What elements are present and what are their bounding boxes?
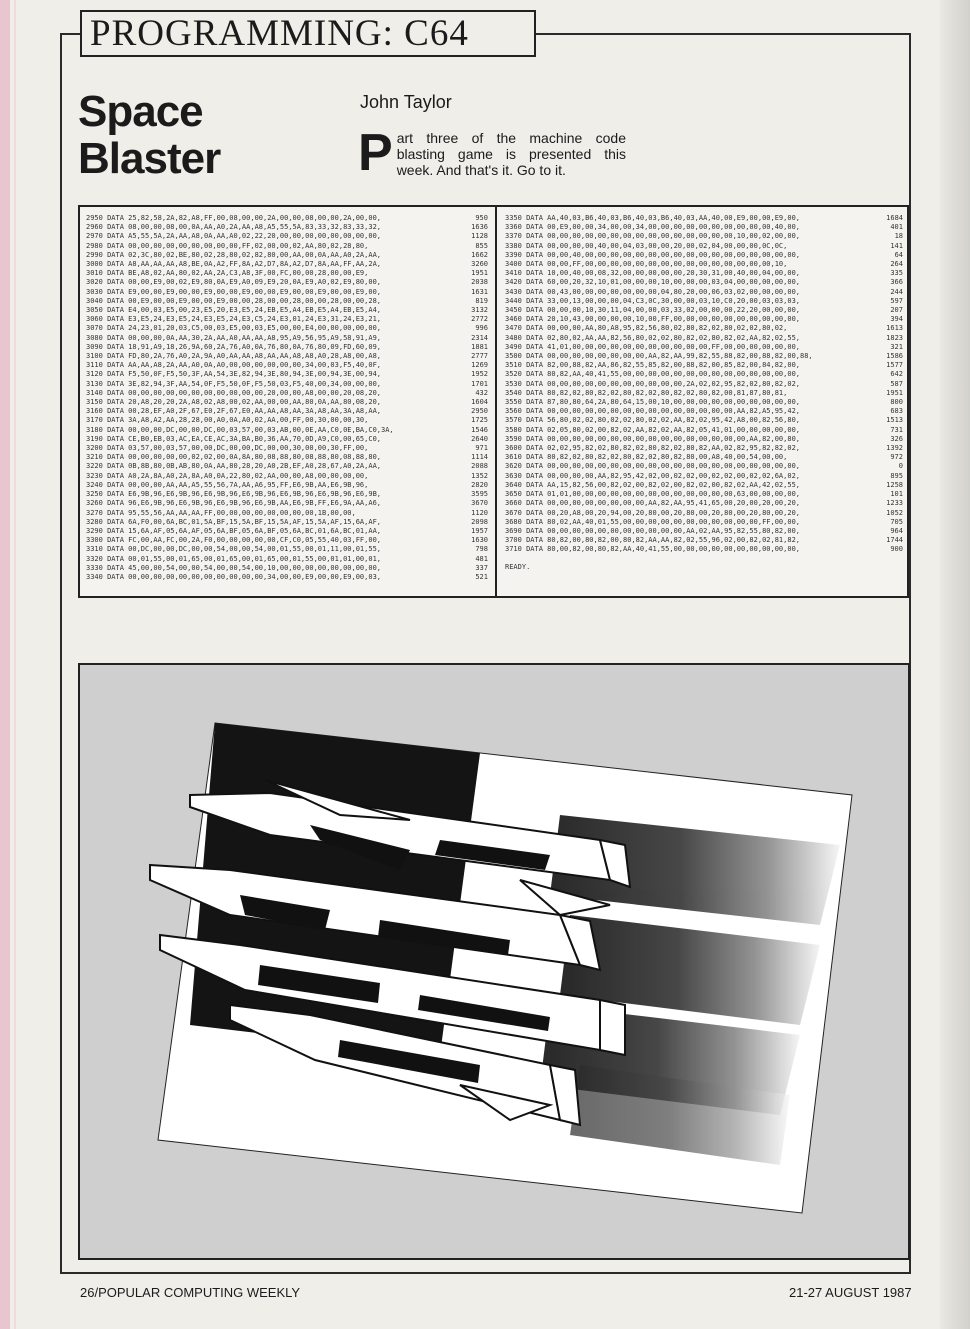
- listing-line-code: 3580 DATA 02,05,80,02,00,82,02,AA,82,02,AA,82,05,41,01,00,00,00,00,00,: [505, 425, 801, 434]
- listing-line-checksum: 1630: [471, 536, 488, 545]
- listing-line-checksum: 2088: [471, 462, 488, 471]
- listing-line: [505, 334, 903, 343]
- drop-cap: P: [358, 124, 393, 182]
- listing-line: [86, 288, 488, 297]
- listing-line: [86, 269, 488, 278]
- listing-line-code: 3520 DATA 80,82,AA,40,41,55,00,00,00,00,00,00,00,00,00,00,00,00,00,00,: [505, 370, 801, 379]
- intro-paragraph: [358, 124, 626, 182]
- listing-line-checksum: 401: [890, 223, 903, 232]
- listing-line-code: 3400 DATA 00,00,FF,00,00,00,00,00,00,00,00,00,00,00,00,00,00,00,10,: [505, 260, 788, 269]
- listing-line: [86, 453, 488, 462]
- listing-line-code: 3010 DATA BE,A8,02,AA,80,02,AA,2A,C3,A8,3F,00,FC,00,00,28,00,00,E9,: [86, 269, 369, 278]
- listing-line-code: 3700 DATA 80,82,00,80,82,00,80,82,AA,AA,82,02,55,96,02,00,82,02,81,82,: [505, 536, 801, 545]
- listing-line-checksum: 264: [890, 260, 903, 269]
- listing-line-checksum: 1269: [471, 361, 488, 370]
- listing-line-checksum: 101: [890, 490, 903, 499]
- listing-line-checksum: 0: [898, 462, 903, 471]
- listing-line-code: 3150 DATA 20,A8,20,20,2A,A8,02,A8,00,02,AA,00,00,AA,80,0A,AA,80,08,20,: [86, 398, 382, 407]
- article-title-line2: Blaster: [78, 134, 221, 183]
- listing-line-code: 3390 DATA 00,00,40,00,00,00,00,00,00,00,00,00,00,00,00,00,00,00,00,00,: [505, 250, 801, 259]
- listing-line: [86, 490, 488, 499]
- listing-line-code: 3460 DATA 20,10,43,00,00,00,00,10,00,FF,00,00,00,00,00,00,00,00,00,00,: [505, 315, 801, 324]
- listing-line-checksum: 1701: [471, 379, 488, 388]
- rocket-illustration-svg: [80, 665, 908, 1258]
- listing-line-checksum: 683: [890, 407, 903, 416]
- listing-line: [505, 223, 903, 232]
- listing-line-checksum: 2772: [471, 315, 488, 324]
- listing-line-code: 3590 DATA 00,00,00,00,00,00,00,00,00,00,00,00,00,00,00,00,AA,82,00,80,: [505, 434, 801, 443]
- intro-text: art three of the machine code blasting game is presented this week. And that's it. Go to it.: [396, 130, 626, 178]
- listing-line: [505, 527, 903, 536]
- listing-line-code: 3060 DATA E3,E5,24,E3,E5,24,E3,E5,24,E3,C5,24,E3,01,24,E3,31,24,E3,21,: [86, 315, 382, 324]
- listing-line: [86, 361, 488, 370]
- listing-line: [505, 361, 903, 370]
- article-title: [78, 88, 220, 182]
- listing-line-checksum: 950: [475, 214, 488, 222]
- listing-line-checksum: 1114: [471, 453, 488, 462]
- listing-line: [86, 260, 488, 269]
- listing-line-checksum: 1120: [471, 508, 488, 517]
- listing-line-code: 3680 DATA 80,02,AA,40,01,55,00,00,00,00,00,00,00,00,00,00,00,FF,00,00,: [505, 517, 801, 526]
- listing-line: [86, 462, 488, 471]
- listing-line-code: 3040 DATA 00,E9,00,00,E9,00,00,E9,00,00,28,00,00,28,00,00,28,00,00,28,: [86, 296, 382, 305]
- listing-line: [86, 242, 488, 251]
- listing-line: [86, 444, 488, 453]
- listing-line-checksum: 705: [890, 517, 903, 526]
- listing-line-checksum: 64: [894, 250, 903, 259]
- listing-line: [505, 444, 903, 453]
- listing-line-checksum: 642: [890, 370, 903, 379]
- listing-line-checksum: 1881: [471, 342, 488, 351]
- listing-line: [505, 389, 903, 398]
- listing-line-checksum: 1513: [886, 416, 903, 425]
- listing-line-checksum: 2950: [471, 407, 488, 416]
- listing-line-checksum: 819: [475, 296, 488, 305]
- code-listing: [78, 205, 909, 598]
- page-shadow-edge: [940, 0, 970, 1329]
- listing-line: [505, 251, 903, 260]
- listing-line-code: 3370 DATA 00,00,00,00,00,00,00,00,00,00,00,00,00,00,00,10,00,02,00,00,: [505, 232, 801, 241]
- listing-line-code: 3710 DATA 80,00,82,00,80,82,AA,40,41,55,00,00,00,00,00,00,00,00,00,00,: [505, 545, 801, 554]
- listing-line-checksum: 900: [890, 545, 903, 554]
- listing-line: [86, 555, 488, 564]
- listing-line: [505, 407, 903, 416]
- listing-line-checksum: 1128: [471, 232, 488, 241]
- listing-line-checksum: 326: [890, 434, 903, 443]
- listing-line-checksum: 3132: [471, 306, 488, 315]
- listing-line-checksum: 855: [475, 241, 488, 250]
- listing-line-code: 3280 DATA 6A,F0,00,6A,BC,01,5A,BF,15,5A,BF,15,5A,AF,15,5A,AF,15,6A,AF,: [86, 517, 382, 526]
- ready-prompt: READY.: [505, 562, 531, 571]
- listing-line-code: 3200 DATA 03,57,00,03,57,00,00,DC,00,00,DC,00,00,30,00,00,30,FF,00,: [86, 444, 369, 453]
- listing-line-checksum: 1957: [471, 526, 488, 535]
- listing-line-checksum: 1951: [471, 269, 488, 278]
- listing-line: [86, 545, 488, 554]
- listing-line-checksum: 2038: [471, 278, 488, 287]
- listing-line-checksum: 1392: [886, 444, 903, 453]
- listing-line: [505, 269, 903, 278]
- listing-line: [86, 223, 488, 232]
- listing-line: [505, 416, 903, 425]
- listing-line-code: 3630 DATA 00,00,00,00,AA,82,95,42,02,00,02,02,00,02,02,00,02,02,6A,02,: [505, 471, 801, 480]
- listing-line: [86, 435, 488, 444]
- listing-line-code: 3230 DATA A0,2A,8A,A0,2A,8A,A0,0A,22,80,02,AA,00,00,A8,00,00,00,00,: [86, 471, 369, 480]
- listing-left-column: [86, 214, 488, 582]
- listing-line-code: 3550 DATA 87,80,80,64,2A,80,64,15,00,10,00,00,00,00,00,00,00,00,00,00,: [505, 398, 801, 407]
- footer-rule: [60, 1272, 911, 1274]
- listing-line-checksum: 1631: [471, 287, 488, 296]
- listing-line-code: 3240 DATA 00,00,00,AA,AA,A5,55,56,7A,AA,A6,95,FF,E6,9B,AA,E6,9B,96,: [86, 480, 369, 489]
- listing-line-checksum: 207: [890, 306, 903, 315]
- listing-line-checksum: 798: [475, 545, 488, 554]
- listing-line-checksum: 2098: [471, 517, 488, 526]
- listing-line: [86, 315, 488, 324]
- listing-line-code: 3190 DATA CE,B0,EB,03,AC,EA,CE,AC,3A,BA,B0,36,AA,70,0D,A9,C0,00,65,C0,: [86, 434, 382, 443]
- listing-line-code: 3450 DATA 00,00,00,10,30,11,04,00,00,03,33,02,00,00,00,22,20,00,00,00,: [505, 306, 801, 315]
- listing-line: [86, 324, 488, 333]
- listing-line: [86, 426, 488, 435]
- listing-line-checksum: 1952: [471, 370, 488, 379]
- listing-line-code: 3100 DATA FD,80,2A,76,A0,2A,9A,A0,AA,AA,A8,AA,AA,A8,A8,A0,28,A8,00,A8,: [86, 352, 382, 361]
- listing-line-checksum: 1823: [886, 333, 903, 342]
- listing-line-code: 3530 DATA 00,00,00,00,00,00,00,00,00,00,00,2A,02,02,95,82,02,80,82,02,: [505, 379, 801, 388]
- listing-line-code: 3600 DATA 02,02,95,82,02,80,82,02,80,82,02,80,82,AA,02,82,95,82,82,02,: [505, 444, 801, 453]
- listing-line-code: 3180 DATA 00,00,00,DC,00,00,DC,00,03,57,00,03,AB,00,0E,AA,C0,0E,BA,C0,3A,: [86, 425, 394, 434]
- listing-line-code: 3500 DATA 00,00,00,00,00,00,00,00,AA,82,AA,99,82,55,88,82,00,88,82,00,88,: [505, 352, 813, 361]
- listing-line-checksum: 141: [890, 241, 903, 250]
- listing-line-checksum: 597: [890, 296, 903, 305]
- listing-line-checksum: 3595: [471, 490, 488, 499]
- listing-line: [505, 297, 903, 306]
- listing-line-checksum: 587: [890, 379, 903, 388]
- listing-line: [505, 545, 903, 554]
- listing-line: [505, 462, 903, 471]
- listing-line-code: 3000 DATA A8,AA,AA,AA,A8,BE,0A,A2,FF,8A,A2,D7,8A,A2,D7,8A,AA,FF,AA,2A,: [86, 260, 382, 269]
- listing-line-code: 3490 DATA 41,01,00,00,00,00,00,00,00,00,00,00,00,FF,00,00,00,00,00,00,: [505, 342, 801, 351]
- listing-line-code: 3670 DATA 00,20,A8,00,20,94,00,20,80,00,20,80,00,20,80,00,20,80,00,20,: [505, 508, 801, 517]
- listing-line-checksum: 800: [890, 398, 903, 407]
- listing-line-checksum: 1577: [886, 361, 903, 370]
- listing-line-checksum: 335: [890, 269, 903, 278]
- listing-line-checksum: 2314: [471, 333, 488, 342]
- listing-line-checksum: 244: [890, 287, 903, 296]
- listing-line-checksum: 1352: [471, 471, 488, 480]
- listing-line: [505, 288, 903, 297]
- listing-line-checksum: 366: [890, 278, 903, 287]
- listing-line-checksum: 1604: [471, 398, 488, 407]
- listing-line-code: 3310 DATA 00,DC,00,00,DC,00,00,54,00,00,54,00,01,55,00,01,11,00,01,55,: [86, 545, 382, 554]
- listing-line-code: 3170 DATA 3A,A8,A2,AA,28,28,00,A0,0A,A0,02,AA,00,FF,00,30,00,00,30,: [86, 416, 369, 425]
- listing-line-code: 3260 DATA 96,E6,9B,96,E6,9B,96,E6,9B,96,E6,9B,AA,E6,9B,FF,E6,9A,AA,A6,: [86, 499, 382, 508]
- listing-line-code: 3290 DATA 15,6A,AF,05,6A,AF,05,6A,BF,05,6A,BF,05,6A,BC,01,6A,BC,01,AA,: [86, 526, 382, 535]
- listing-line: [505, 214, 903, 223]
- listing-line: [86, 352, 488, 361]
- listing-line: [86, 214, 488, 223]
- author-byline: John Taylor: [360, 92, 452, 112]
- listing-line-code: 3510 DATA 82,00,88,82,AA,86,82,55,85,82,00,88,82,00,85,82,00,84,82,00,: [505, 361, 801, 370]
- listing-line-checksum: 1586: [886, 352, 903, 361]
- listing-line-code: 3560 DATA 00,00,00,00,00,00,00,00,00,00,00,00,00,00,00,AA,82,A5,95,42,: [505, 407, 801, 416]
- listing-line: [505, 398, 903, 407]
- page-binding-line: [14, 0, 16, 1329]
- listing-line-checksum: 2820: [471, 480, 488, 489]
- listing-line-code: 3130 DATA 3E,82,94,3F,AA,54,0F,F5,50,0F,F5,50,03,F5,40,00,34,00,00,00,: [86, 379, 382, 388]
- listing-line: [86, 481, 488, 490]
- listing-line-checksum: 481: [475, 554, 488, 563]
- article-title-line1: Space: [78, 87, 203, 136]
- listing-line: [86, 297, 488, 306]
- listing-line-code: 3070 DATA 24,23,01,20,03,C5,00,03,E5,00,03,E5,00,00,E4,00,00,00,00,00,: [86, 324, 382, 333]
- footer-publication: 26/POPULAR COMPUTING WEEKLY: [80, 1285, 301, 1300]
- listing-line: [86, 370, 488, 379]
- listing-line: [86, 416, 488, 425]
- listing-line-checksum: 971: [475, 444, 488, 453]
- listing-line-code: 3480 DATA 02,80,02,AA,AA,82,56,80,02,02,80,82,02,80,82,02,AA,82,02,55,: [505, 333, 801, 342]
- listing-line: [86, 536, 488, 545]
- listing-line-code: 3210 DATA 00,00,00,00,00,02,02,00,0A,8A,80,08,88,80,08,88,80,08,88,80,: [86, 453, 382, 462]
- listing-line-code: 3030 DATA E9,00,00,E9,00,00,E9,00,00,E9,00,00,E9,00,00,E9,00,00,E9,00,: [86, 287, 382, 296]
- listing-line-checksum: 337: [475, 563, 488, 572]
- listing-line-code: 3080 DATA 00,00,00,0A,AA,30,2A,AA,A0,AA,AA,A8,95,A9,56,95,A9,58,91,A9,: [86, 333, 382, 342]
- listing-line-checksum: 1613: [886, 324, 903, 333]
- listing-line-code: 2950 DATA 25,82,58,2A,82,A8,FF,00,08,00,00,2A,00,00,08,00,00,2A,00,00,: [86, 214, 382, 222]
- listing-line: [86, 518, 488, 527]
- listing-line-code: 2980 DATA 00,00,00,00,00,00,00,00,00,FF,02,00,00,02,AA,80,02,28,80,: [86, 241, 369, 250]
- listing-line-code: 3120 DATA F5,50,0F,F5,50,3F,AA,54,3E,82,94,3E,80,94,3E,00,94,3E,00,94,: [86, 370, 382, 379]
- listing-line-code: 3110 DATA AA,AA,A8,2A,AA,A0,0A,A0,00,00,00,00,00,00,34,00,03,F5,40,0F,: [86, 361, 382, 370]
- listing-line: [86, 564, 488, 573]
- listing-line: [505, 343, 903, 352]
- listing-line: [505, 315, 903, 324]
- listing-line-code: 3410 DATA 10,00,40,00,08,32,00,00,00,00,00,20,30,31,00,40,00,04,00,00,: [505, 269, 801, 278]
- listing-line: [505, 426, 903, 435]
- listing-line: [505, 352, 903, 361]
- listing-line: [86, 306, 488, 315]
- listing-line-checksum: 996: [475, 324, 488, 333]
- listing-line: [86, 251, 488, 260]
- listing-line-code: 3540 DATA 80,82,02,80,82,02,80,82,02,80,82,02,80,82,00,81,87,80,81,: [505, 388, 788, 397]
- listing-line-checksum: 1951: [886, 388, 903, 397]
- listing-line: [505, 481, 903, 490]
- listing-line: [505, 324, 903, 333]
- listing-line: [505, 472, 903, 481]
- listing-line: [505, 509, 903, 518]
- listing-line: [86, 499, 488, 508]
- listing-line-checksum: 1636: [471, 223, 488, 232]
- listing-line-code: 3340 DATA 00,00,00,00,00,00,00,00,00,00,00,34,00,00,E9,00,00,E9,00,03,: [86, 572, 382, 581]
- listing-line-code: 3380 DATA 00,00,00,00,40,00,04,03,00,00,20,00,02,04,00,00,00,0C,0C,: [505, 241, 788, 250]
- listing-right-rows: [505, 214, 903, 555]
- listing-line-checksum: 1258: [886, 480, 903, 489]
- listing-line: [86, 472, 488, 481]
- listing-line: [505, 232, 903, 241]
- listing-line-code: 3470 DATA 00,00,00,AA,80,A8,95,82,56,80,02,80,82,02,80,02,02,80,02,: [505, 324, 788, 333]
- listing-line: [86, 527, 488, 536]
- listing-line-code: 3620 DATA 00,00,00,00,00,00,00,00,00,00,00,00,00,00,00,00,00,00,00,00,: [505, 462, 801, 471]
- listing-line-code: 3430 DATA 00,43,00,00,00,00,00,00,00,04,80,20,00,06,03,02,00,00,00,00,: [505, 287, 801, 296]
- listing-line-code: 3660 DATA 00,00,00,00,00,00,00,00,AA,82,AA,95,41,65,00,20,00,20,00,20,: [505, 499, 801, 508]
- listing-line-checksum: 1662: [471, 250, 488, 259]
- listing-line-checksum: 521: [475, 572, 488, 581]
- listing-line: [86, 278, 488, 287]
- listing-line-code: 3300 DATA FC,00,AA,FC,00,2A,F0,00,00,00,00,00,CF,C0,05,55,40,03,FF,00,: [86, 536, 382, 545]
- listing-line-code: 3640 DATA AA,15,82,56,00,82,02,00,82,02,00,82,02,00,82,02,AA,42,02,55,: [505, 480, 801, 489]
- listing-line: [86, 509, 488, 518]
- listing-line: [505, 536, 903, 545]
- page-binding-edge: [0, 0, 10, 1329]
- listing-line: [505, 306, 903, 315]
- listing-line-checksum: 964: [890, 526, 903, 535]
- listing-right-column: [505, 214, 903, 572]
- listing-line-code: 3420 DATA 60,00,20,32,10,01,00,00,00,10,00,00,00,03,04,00,00,00,00,00,: [505, 278, 801, 287]
- listing-line: [86, 343, 488, 352]
- listing-line: [505, 435, 903, 444]
- listing-line-code: 3090 DATA 18,91,A9,18,26,9A,60,2A,76,A0,0A,76,80,0A,76,80,09,FD,60,09,: [86, 342, 382, 351]
- listing-line: [86, 407, 488, 416]
- header-rule-left: [60, 33, 80, 35]
- listing-line-checksum: 394: [890, 315, 903, 324]
- listing-line-code: 3220 DATA 0B,8B,80,0B,AB,80,0A,AA,80,28,20,A0,2B,EF,A0,28,67,A0,2A,AA,: [86, 462, 382, 471]
- listing-line-checksum: 731: [890, 425, 903, 434]
- listing-line-checksum: 1744: [886, 536, 903, 545]
- listing-line-checksum: 1052: [886, 508, 903, 517]
- listing-line: [505, 499, 903, 508]
- listing-line-checksum: 432: [475, 388, 488, 397]
- listing-line-code: 2990 DATA 02,3C,80,02,BE,80,02,28,80,02,82,80,00,AA,00,0A,AA,A0,2A,AA,: [86, 250, 382, 259]
- listing-line: [86, 573, 488, 582]
- header-rule-right: [536, 33, 910, 35]
- listing-line-code: 3160 DATA 00,28,EF,A0,2F,67,E0,2F,67,E0,AA,AA,A8,AA,3A,A8,AA,3A,A8,AA,: [86, 407, 382, 416]
- rocket-illustration: [78, 663, 910, 1260]
- listing-line-code: 3250 DATA E6,9B,96,E6,9B,96,E6,9B,96,E6,9B,96,E6,9B,96,E6,9B,96,E6,9B,: [86, 490, 382, 499]
- footer-date: 21-27 AUGUST 1987: [789, 1285, 912, 1300]
- listing-line-code: 3320 DATA 00,01,55,00,01,65,00,01,65,00,01,65,00,01,55,00,01,01,00,01,: [86, 554, 382, 563]
- listing-line-checksum: 3260: [471, 260, 488, 269]
- listing-line-checksum: 972: [890, 453, 903, 462]
- listing-column-divider: [495, 207, 497, 596]
- listing-line-checksum: 1233: [886, 499, 903, 508]
- listing-line-code: 3570 DATA 56,80,02,02,80,02,02,80,02,02,AA,82,02,95,42,A8,00,82,56,80,: [505, 416, 801, 425]
- listing-line: [86, 389, 488, 398]
- listing-line-checksum: 3670: [471, 499, 488, 508]
- listing-line-code: 2970 DATA A5,55,5A,2A,AA,A8,0A,AA,A0,02,22,20,00,00,00,00,00,00,00,00,: [86, 232, 382, 241]
- listing-line-checksum: 2640: [471, 434, 488, 443]
- listing-line: [86, 232, 488, 241]
- listing-line-checksum: 18: [894, 232, 903, 241]
- listing-line: [505, 370, 903, 379]
- listing-line-checksum: 2777: [471, 352, 488, 361]
- listing-line: [505, 453, 903, 462]
- listing-line: [505, 278, 903, 287]
- listing-line-code: 3330 DATA 45,00,00,54,00,00,54,00,00,54,00,10,00,00,00,00,00,00,00,00,: [86, 563, 382, 572]
- listing-line-code: 3690 DATA 00,00,00,00,00,00,00,00,00,00,00,AA,02,AA,95,82,55,80,82,00,: [505, 526, 801, 535]
- listing-line-code: 3440 DATA 33,00,13,00,00,00,04,C3,0C,30,00,00,03,10,C0,20,00,03,03,03,: [505, 296, 801, 305]
- listing-line: [505, 518, 903, 527]
- listing-line-code: 3020 DATA 00,00,E9,00,02,E9,80,0A,E9,A0,09,E9,20,0A,E9,A0,02,E9,80,00,: [86, 278, 382, 287]
- listing-line-code: 3140 DATA 00,00,00,00,00,00,00,00,00,00,00,20,00,00,A8,00,00,20,08,20,: [86, 388, 382, 397]
- listing-line-code: 3650 DATA 01,01,00,00,00,00,00,00,00,00,00,00,00,00,00,63,00,00,00,00,: [505, 490, 801, 499]
- listing-line-checksum: 1546: [471, 425, 488, 434]
- listing-line-checksum: 1725: [471, 416, 488, 425]
- listing-line-code: 3360 DATA 00,E9,00,00,34,00,00,34,00,00,00,00,00,00,00,00,00,00,40,00,: [505, 223, 801, 232]
- listing-line: [86, 398, 488, 407]
- listing-line-code: 3350 DATA AA,40,03,B6,40,03,B6,40,03,B6,40,03,AA,40,00,E9,00,00,E9,00,: [505, 214, 801, 222]
- listing-line-code: 3270 DATA 95,55,56,AA,AA,AA,FF,00,00,00,00,00,00,00,00,1B,00,00,: [86, 508, 356, 517]
- listing-line: [86, 334, 488, 343]
- listing-line: [505, 380, 903, 389]
- listing-line-checksum: 1684: [886, 214, 903, 222]
- listing-line-checksum: 895: [890, 471, 903, 480]
- listing-line: [505, 260, 903, 269]
- listing-line-code: 3610 DATA 80,82,02,80,82,02,80,82,02,80,82,80,00,A8,40,00,54,00,00,: [505, 453, 788, 462]
- listing-line-code: 2960 DATA 08,00,00,08,00,0A,AA,A0,2A,AA,A8,A5,55,5A,83,33,32,83,33,32,: [86, 223, 382, 232]
- listing-line-code: 3050 DATA E4,00,03,E5,00,23,E5,20,E3,E5,24,EB,E5,A4,EB,E5,A4,EB,E5,A4,: [86, 306, 382, 315]
- listing-line: [86, 380, 488, 389]
- section-header: PROGRAMMING: C64: [80, 10, 536, 57]
- listing-line-checksum: 321: [890, 342, 903, 351]
- listing-line: [505, 490, 903, 499]
- listing-line: [505, 242, 903, 251]
- left-margin-rule: [60, 33, 62, 1273]
